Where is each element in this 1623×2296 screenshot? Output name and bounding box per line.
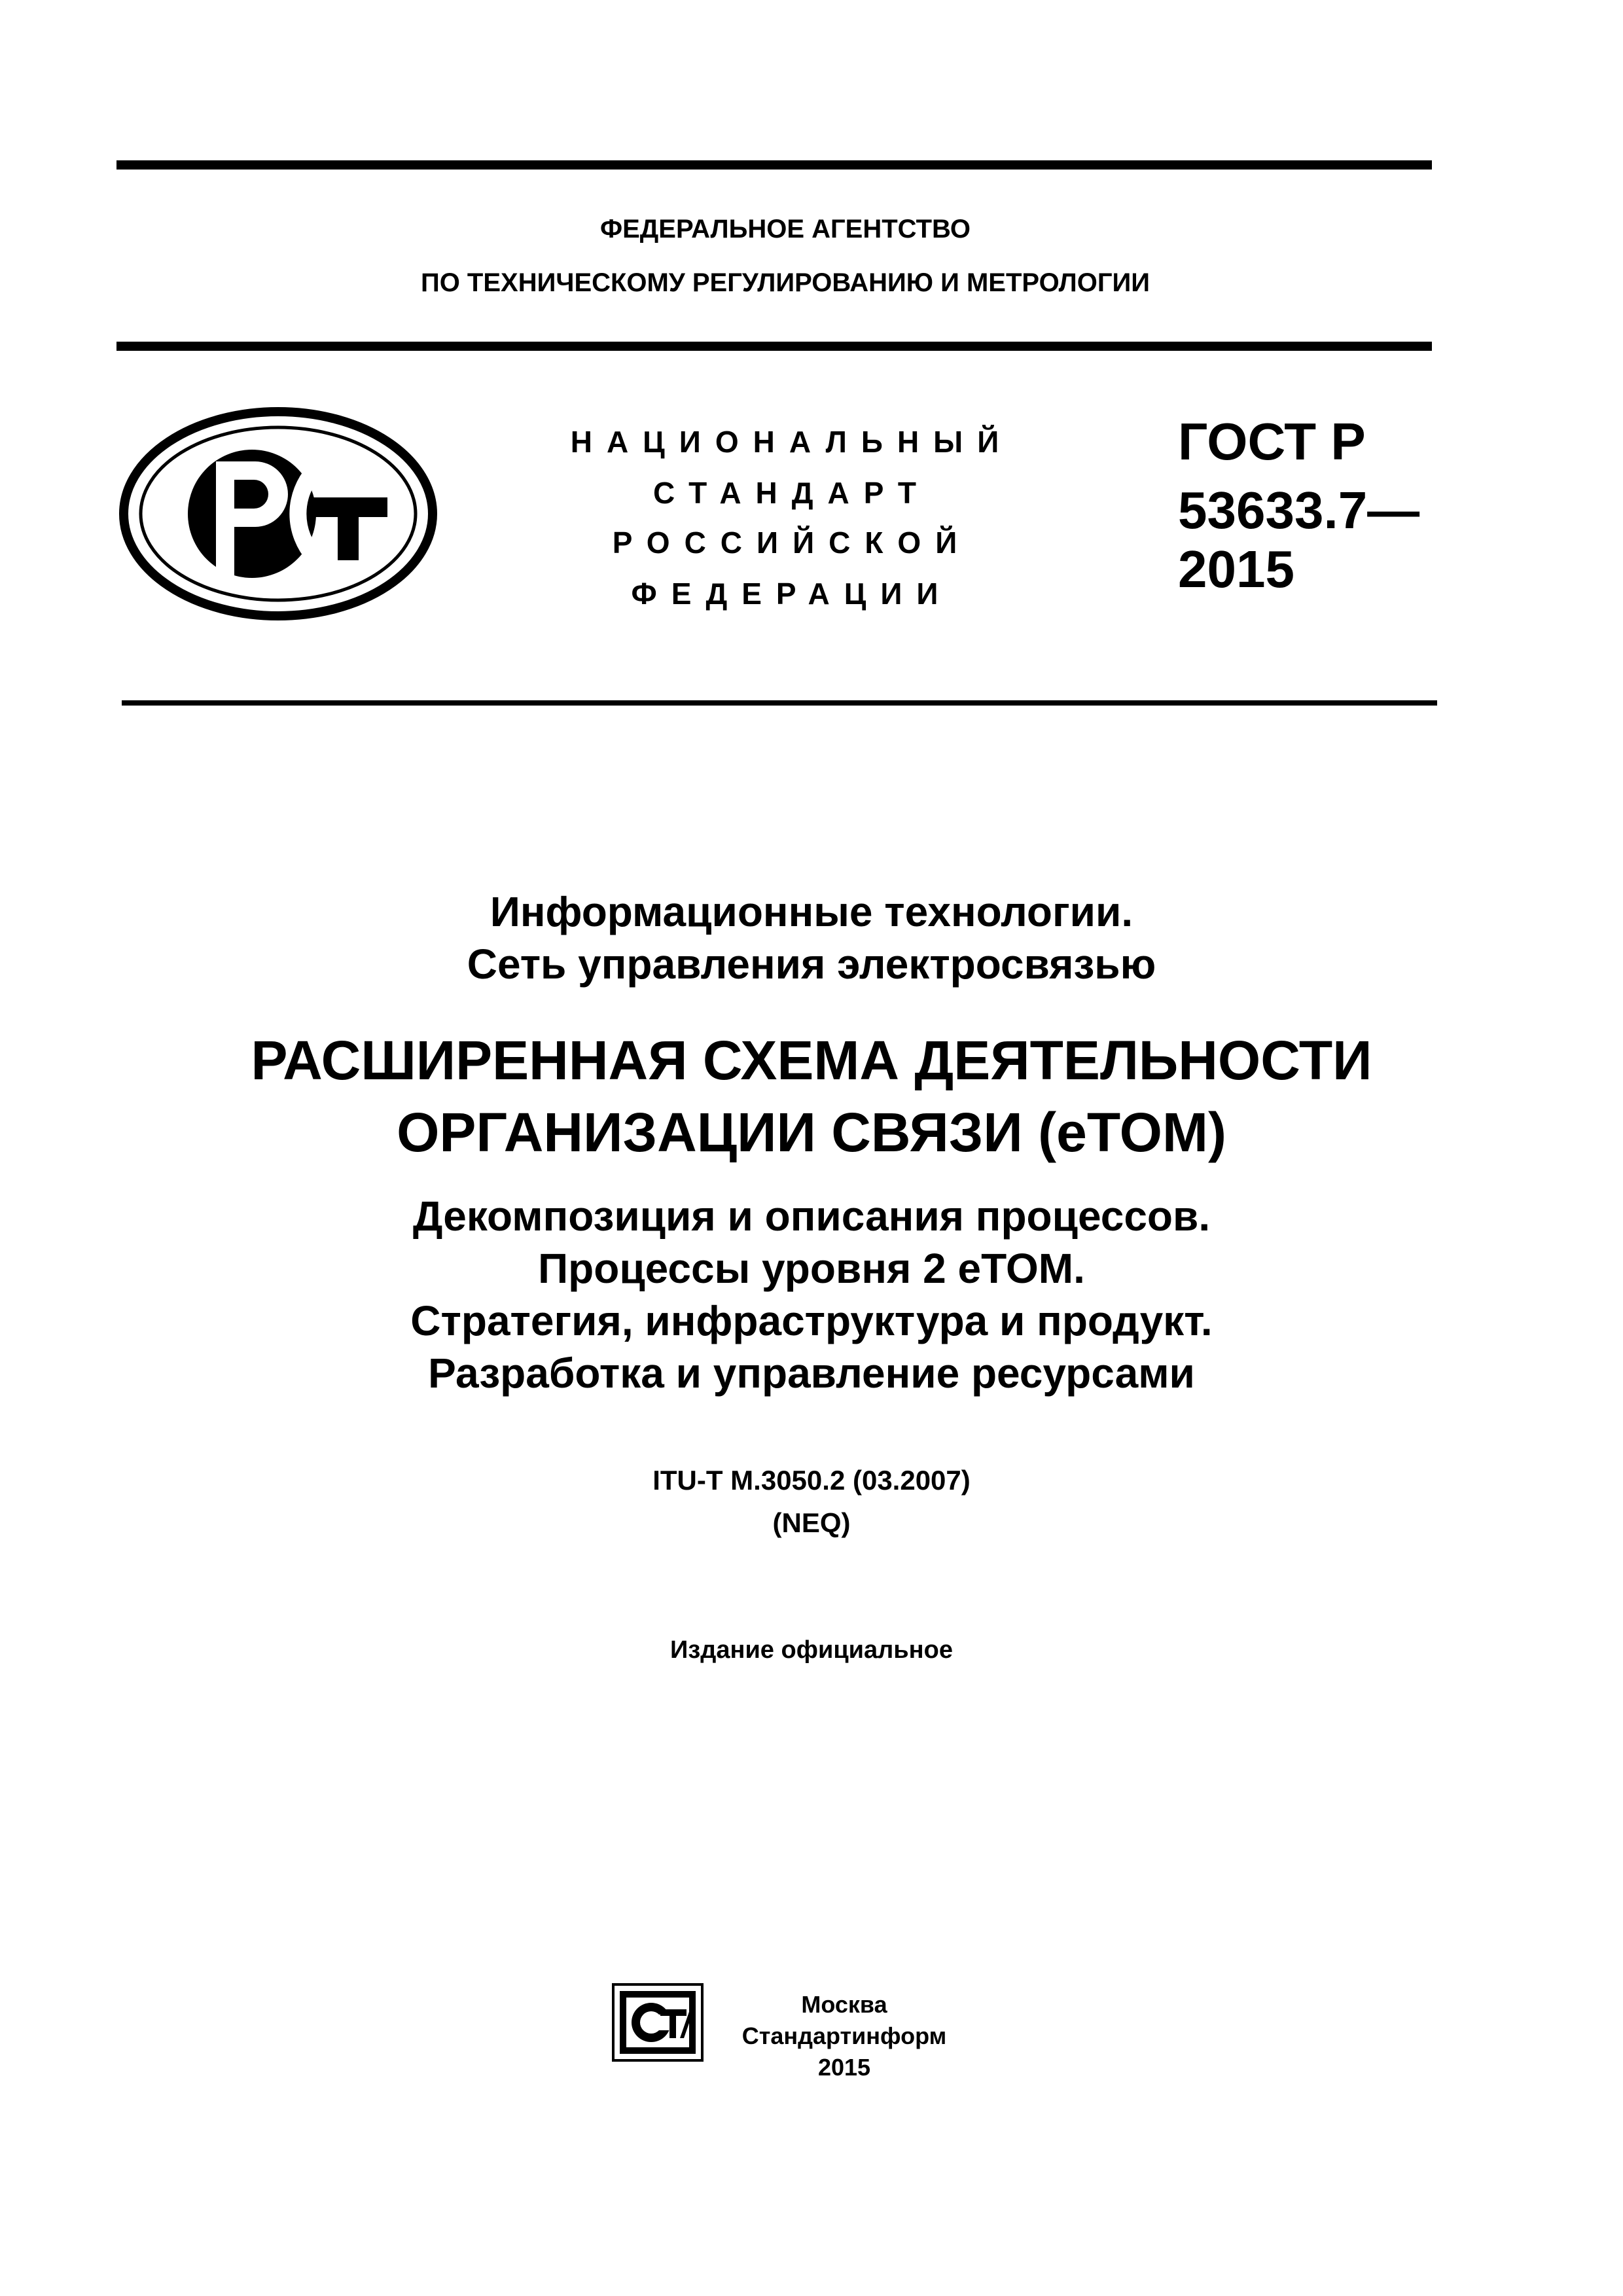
national-line-4: ФЕДЕРАЦИИ xyxy=(631,577,953,611)
national-line-1: НАЦИОНАЛЬНЫЙ xyxy=(570,425,1014,459)
publisher-year: 2015 xyxy=(817,2054,871,2081)
national-line-3: РОССИЙСКОЙ xyxy=(612,526,972,560)
standard-rule xyxy=(122,700,1437,706)
edition-note: Издание официальное xyxy=(670,1636,953,1664)
subtitle-line-2: Процессы уровня 2 eTOM. xyxy=(538,1245,1085,1292)
header-rule xyxy=(116,342,1432,351)
publisher-city: Москва xyxy=(801,1991,887,2018)
top-rule xyxy=(116,160,1432,170)
rst-gost-emblem-icon xyxy=(118,406,438,622)
title-line-2: Сеть управления электросвязью xyxy=(467,941,1156,988)
main-title-line-2: ОРГАНИЗАЦИИ СВЯЗИ (eTOM) xyxy=(397,1102,1226,1163)
standartinform-logo-icon xyxy=(612,1983,704,2062)
main-title-line-1: РАСШИРЕННАЯ СХЕМА ДЕЯТЕЛЬНОСТИ xyxy=(251,1030,1372,1091)
subtitle-line-1: Декомпозиция и описания процессов. xyxy=(412,1193,1211,1240)
national-line-2: СТАНДАРТ xyxy=(653,476,931,510)
reference-line-1: ITU-T M.3050.2 (03.2007) xyxy=(652,1465,971,1496)
agency-line-1: ФЕДЕРАЛЬНОЕ АГЕНТСТВО xyxy=(599,215,971,243)
gost-line-3: 2015 xyxy=(1178,540,1294,598)
gost-line-1: ГОСТ Р xyxy=(1178,412,1366,471)
publisher-name: Стандартинформ xyxy=(741,2022,947,2049)
subtitle-line-4: Разработка и управление ресурсами xyxy=(428,1350,1195,1397)
reference-line-2: (NEQ) xyxy=(772,1507,851,1538)
gost-line-2: 53633.7— xyxy=(1178,481,1420,539)
subtitle-line-3: Стратегия, инфраструктура и продукт. xyxy=(410,1297,1213,1344)
agency-line-2: ПО ТЕХНИЧЕСКОМУ РЕГУЛИРОВАНИЮ И МЕТРОЛОГИИ xyxy=(420,268,1150,297)
title-line-1: Информационные технологии. xyxy=(490,888,1133,935)
